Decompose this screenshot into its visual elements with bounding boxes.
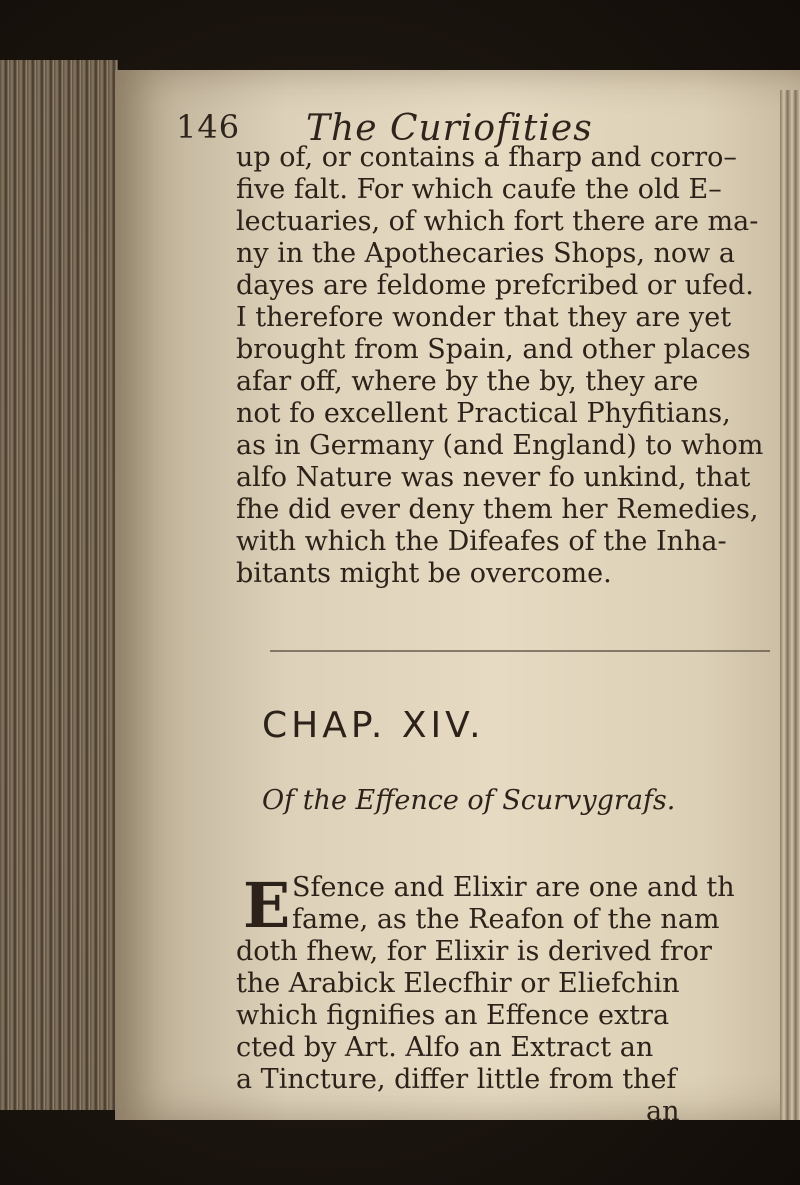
text-line: which fignifies an Effence extra	[236, 1000, 670, 1031]
drop-capital: E	[243, 869, 291, 942]
chapter-subtitle: Of the Effence of Scurvygrafs.	[262, 785, 676, 816]
text-line: lectuaries, of which fort there are ma-	[236, 206, 759, 237]
page-number: 146	[176, 108, 241, 146]
text-line: fame, as the Reafon of the nam	[292, 904, 720, 935]
chapter-heading: CHAP. XIV.	[262, 705, 485, 746]
text-line: bitants might be overcome.	[236, 558, 612, 589]
section-divider	[270, 650, 770, 652]
text-line: cted by Art. Alfo an Extract an	[236, 1032, 654, 1063]
text-line: ny in the Apothecaries Shops, now a	[236, 238, 735, 269]
text-line: Sfence and Elixir are one and th	[292, 872, 735, 903]
catchword: an	[646, 1096, 680, 1127]
text-line: up of, or contains a fharp and corro–	[236, 142, 737, 173]
text-line: a Tincture, differ little from thef	[236, 1064, 677, 1095]
text-line: brought from Spain, and other places	[236, 334, 751, 365]
facing-page-edge	[780, 90, 800, 1120]
text-line: afar off, where by the by, they are	[236, 366, 699, 397]
text-line: the Arabick Elecfhir or Eliefchin	[236, 968, 680, 999]
book-page-edges	[0, 60, 118, 1110]
text-line: with which the Difeafes of the Inha-	[236, 526, 727, 557]
text-line: not fo excellent Practical Phyfitians,	[236, 398, 731, 429]
running-head: The Curiofities	[306, 108, 593, 149]
text-line: fhe did ever deny them her Remedies,	[236, 494, 759, 525]
text-line: as in Germany (and England) to whom	[236, 430, 764, 461]
text-line: dayes are feldome prefcribed or ufed.	[236, 270, 754, 301]
paragraph-1	[236, 142, 766, 590]
text-line: five falt. For which caufe the old E–	[236, 174, 722, 205]
text-line: I therefore wonder that they are yet	[236, 302, 732, 333]
text-line: doth fhew, for Elixir is derived fror	[236, 936, 712, 967]
text-line: alfo Nature was never fo unkind, that	[236, 462, 751, 493]
paragraph-2	[236, 869, 766, 1128]
